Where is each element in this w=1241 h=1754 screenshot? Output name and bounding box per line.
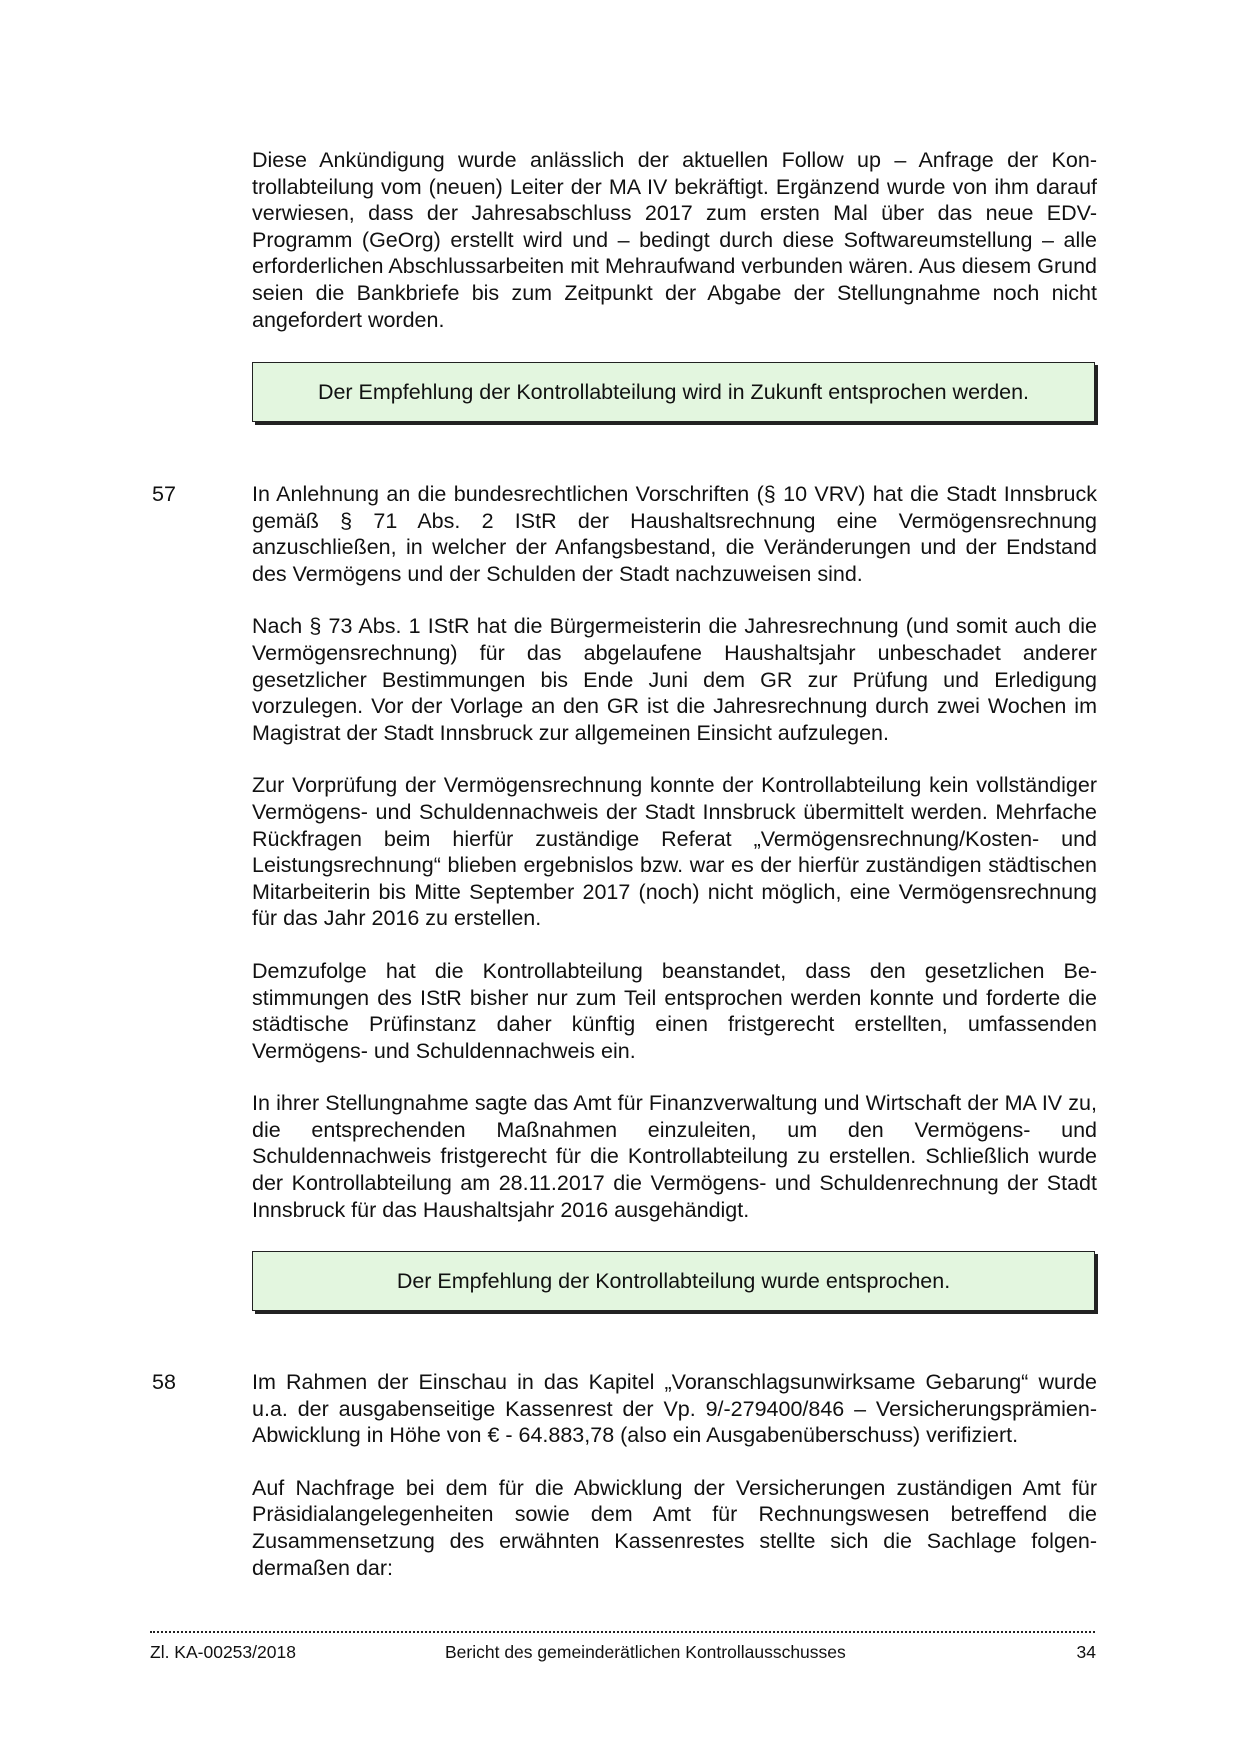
footer-divider <box>150 1627 1095 1633</box>
recommendation-callout-2 <box>252 1251 1095 1311</box>
section-57-block <box>252 481 1097 1223</box>
section-57-paragraph-2: Nach § 73 Abs. 1 IStR hat die Bürgermeisterin die Jahresrechnung (und somit auch die Vermögensrechnung) für das abgelaufene Haushaltsjahr unbeschadet anderer gesetzlicher Bestimmungen bis Ende Juni dem GR zur Prüfung und Erledigung vorzulegen. Vor der Vorlage an den GR ist die Jahresrechnung durch zwei Wochen im Magistrat der Stadt Innsbruck zur allgemeinen Einsicht aufzulegen. <box>252 614 1097 745</box>
section-number-57: 57 <box>152 482 176 506</box>
callout-1-text: Der Empfehlung der Kontrollabteilung wird in Zukunft entsprochen werden. <box>317 379 1030 404</box>
section-57-paragraph-5: In ihrer Stellungnahme sagte das Amt für Finanzverwaltung und Wirtschaft der MA IV zu, die entsprechenden Maßnahmen einzuleiten, um den Vermögens- und Schuldennachweis fristgerecht für die Kontrollabteilung zu erstellen. Schließlich wurde der Kontrollabteilung am 28.11.2017 die Vermögens- und Schuldenrechnung der Stadt Innsbruck für das Haushaltsjahr 2016 ausgehändigt. <box>252 1091 1097 1222</box>
section-57-paragraph-3: Zur Vorprüfung der Vermögensrechnung konnte der Kontrollabteilung kein vollständiger Vermögens- und Schuldennachweis der Stadt Innsbruck übermittelt werden. Mehrfache Rückfragen beim hierfür zuständige Referat „Vermögensrechnung/Kosten- und Leistungsrechnung“ blieben ergebnislos bzw. war es der hierfür zuständigen städtischen Mitarbeiterin bis Mitte September 2017 (noch) nicht möglich, eine Vermögensrechnung für das Jahr 2016 zu erstellen. <box>252 773 1097 931</box>
section-57-paragraph-1: In Anlehnung an die bundesrechtlichen Vorschriften (§ 10 VRV) hat die Stadt Innsbruck gemäß § 71 Abs. 2 IStR der Haushaltsrechnung eine Vermögensrechnung anzuschließen, in welcher der Anfangsbestand, die Veränderungen und der Endstand des Vermögens und der Schulden der Stadt nachzuweisen sind. <box>252 482 1097 586</box>
footer-title: Bericht des gemeinderätlichen Kontrollausschusses <box>445 1642 846 1662</box>
footer-page-number: 34 <box>1076 1642 1096 1662</box>
section-57-paragraph-4: Demzufolge hat die Kontrollabteilung beanstandet, dass den gesetzlichen Bestimmungen des IStR bisher nur zum Teil entsprochen werden konnte und forderte die städtische Prüfinstanz daher künftig einen fristgerecht erstellten, umfassenden Vermögens- und Schuldennachweis ein. <box>252 958 1097 1063</box>
footer-reference: Zl. KA-00253/2018 <box>150 1642 296 1662</box>
recommendation-callout-1 <box>252 362 1095 422</box>
intro-block <box>252 147 1097 333</box>
intro-paragraph: Diese Ankündigung wurde anlässlich der aktuellen Follow up – Anfrage der Kontrollabteilung vom (neuen) Leiter der MA IV bekräftigt. Ergänzend wurde von ihm darauf verwiesen, dass der Jahresabschluss 2017 zum ersten Mal über das neue EDV-Programm (GeOrg) erstellt wird und – bedingt durch diese Softwareumstellung – alle erforderlichen Abschlussarbeiten mit Mehraufwand verbunden wären. Aus diesem Grund seien die Bankbriefe bis zum Zeitpunkt der Abgabe der Stellungnahme noch nicht angefordert worden. <box>252 148 1097 332</box>
section-58-paragraph-2: Auf Nachfrage bei dem für die Abwicklung der Versicherungen zuständigen Amt für Präsidialangelegenheiten sowie dem Amt für Rechnungswesen betreffend die Zusammensetzung des erwähnten Kassenrestes stellte sich die Sachlage folgendermaßen dar: <box>252 1475 1097 1580</box>
section-58-block <box>252 1369 1097 1581</box>
callout-2-text: Der Empfehlung der Kontrollabteilung wurde entsprochen. <box>396 1268 951 1293</box>
section-number-58: 58 <box>152 1370 176 1394</box>
section-58-paragraph-1: Im Rahmen der Einschau in das Kapitel „Voranschlagsunwirksame Gebarung“ wurde u.a. der ausgabenseitige Kassenrest der Vp. 9/-279400/846 – Versicherungsprämien-Abwicklung in Höhe von € - 64.883,78 (also ein Ausgabenüberschuss) verifiziert. <box>252 1370 1097 1448</box>
